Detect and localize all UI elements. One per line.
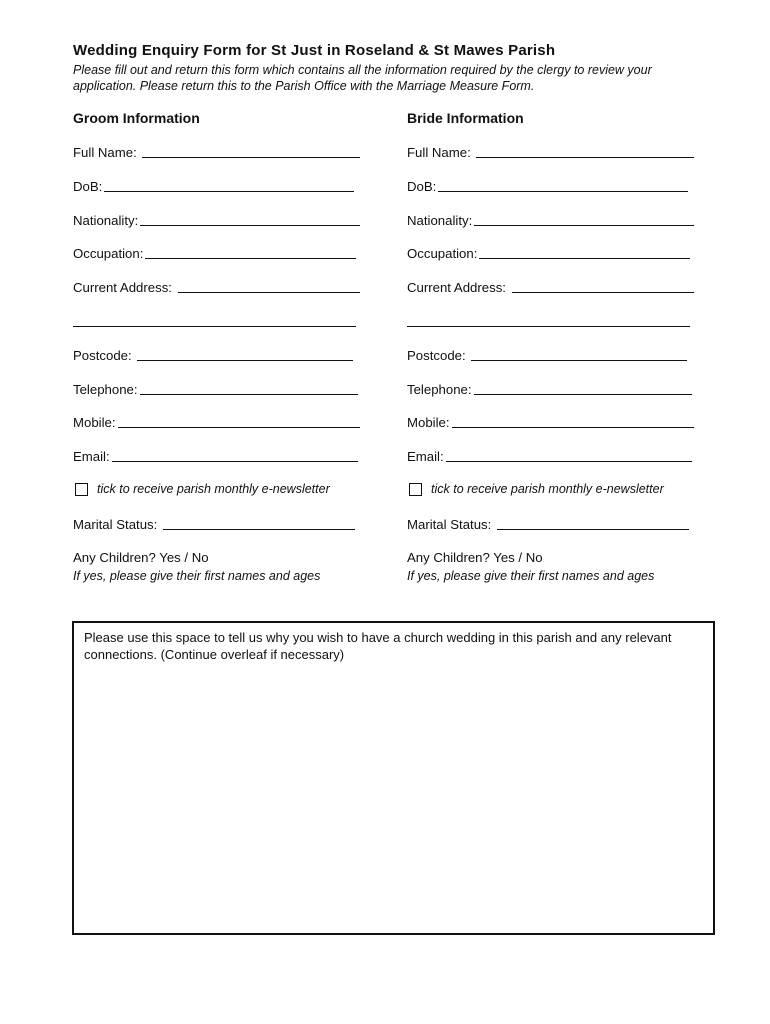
- groom-postcode-field[interactable]: [137, 360, 353, 361]
- bride-newsletter-label: tick to receive parish monthly e-newsletter: [431, 482, 664, 497]
- bride-mobile-row: [407, 413, 694, 430]
- bride-full-name-row: [407, 143, 694, 160]
- reason-prompt: Please use this space to tell us why you wish to have a church wedding in this parish and any relevant connections. (Continue overleaf if necessary): [84, 630, 672, 662]
- bride-newsletter-checkbox[interactable]: [409, 483, 422, 496]
- groom-address-line2-row: [73, 312, 360, 329]
- reason-box: [72, 621, 715, 935]
- groom-newsletter-row: [73, 481, 360, 498]
- groom-marital-status-field[interactable]: [163, 529, 355, 530]
- groom-email-label: Email:: [73, 449, 110, 465]
- groom-children-note: If yes, please give their first names and ages: [73, 568, 321, 583]
- bride-occupation-row: [407, 244, 694, 261]
- groom-telephone-row: [73, 380, 360, 397]
- bride-telephone-row: [407, 380, 694, 397]
- bride-full-name-label: Full Name:: [407, 145, 475, 160]
- bride-marital-status-field[interactable]: [497, 529, 689, 530]
- groom-marital-status-label: Marital Status:: [73, 516, 161, 532]
- groom-telephone-field[interactable]: [140, 394, 358, 395]
- groom-full-name-field[interactable]: [142, 157, 360, 158]
- bride-postcode-field[interactable]: [471, 360, 687, 361]
- bride-email-field[interactable]: [446, 461, 692, 462]
- groom-newsletter-checkbox[interactable]: [75, 483, 88, 496]
- groom-address-line2-field[interactable]: [73, 326, 356, 327]
- bride-address-field[interactable]: [512, 292, 694, 293]
- groom-postcode-label: Postcode:: [73, 347, 136, 363]
- bride-marital-status-label: Marital Status:: [407, 516, 495, 532]
- bride-address-line2-field[interactable]: [407, 326, 690, 327]
- bride-newsletter-row: [407, 481, 694, 498]
- groom-mobile-row: [73, 413, 360, 430]
- groom-occupation-row: [73, 244, 360, 261]
- groom-occupation-label: Occupation:: [73, 246, 144, 262]
- bride-nationality-row: [407, 211, 694, 228]
- bride-mobile-field[interactable]: [452, 427, 694, 428]
- groom-dob-row: [73, 177, 360, 194]
- form-title: Wedding Enquiry Form for St Just in Roseland & St Mawes Parish: [73, 42, 556, 59]
- groom-marital-status-row: [73, 515, 360, 532]
- bride-heading: Bride Information: [407, 110, 524, 126]
- bride-mobile-label: Mobile:: [407, 415, 450, 431]
- bride-dob-row: [407, 177, 694, 194]
- bride-nationality-field[interactable]: [474, 225, 694, 226]
- groom-full-name-label: Full Name:: [73, 145, 141, 160]
- bride-occupation-label: Occupation:: [407, 246, 478, 262]
- form-intro: Please fill out and return this form which contains all the information required by the clergy to review your application. Please return this to the Parish Office with the Marriage Measure Form.: [73, 63, 652, 93]
- groom-occupation-field[interactable]: [145, 258, 356, 259]
- bride-children-note: If yes, please give their first names and ages: [407, 568, 655, 583]
- bride-telephone-label: Telephone:: [407, 381, 472, 397]
- bride-children: [407, 549, 694, 585]
- groom-children: [73, 549, 360, 585]
- groom-address-row: [73, 278, 360, 295]
- bride-marital-status-row: [407, 515, 694, 532]
- bride-occupation-field[interactable]: [479, 258, 690, 259]
- groom-children-question: Any Children? Yes / No: [73, 549, 209, 565]
- groom-email-field[interactable]: [112, 461, 358, 462]
- bride-email-row: [407, 447, 694, 464]
- bride-address-label: Current Address:: [407, 280, 510, 296]
- bride-telephone-field[interactable]: [474, 394, 692, 395]
- bride-postcode-label: Postcode:: [407, 347, 470, 363]
- groom-address-label: Current Address:: [73, 280, 176, 296]
- groom-nationality-row: [73, 211, 360, 228]
- groom-heading: Groom Information: [73, 110, 200, 126]
- groom-address-field[interactable]: [178, 292, 360, 293]
- groom-email-row: [73, 447, 360, 464]
- groom-dob-field[interactable]: [104, 191, 354, 192]
- bride-children-question: Any Children? Yes / No: [407, 549, 543, 565]
- groom-postcode-row: [73, 346, 360, 363]
- groom-section: [73, 110, 360, 585]
- groom-nationality-label: Nationality:: [73, 212, 139, 228]
- groom-newsletter-label: tick to receive parish monthly e-newsletter: [97, 482, 330, 497]
- groom-mobile-label: Mobile:: [73, 415, 116, 431]
- reason-textarea[interactable]: [82, 671, 705, 925]
- groom-full-name-row: [73, 143, 360, 160]
- bride-email-label: Email:: [407, 449, 444, 465]
- groom-telephone-label: Telephone:: [73, 381, 138, 397]
- bride-postcode-row: [407, 346, 694, 363]
- bride-section: [407, 110, 694, 585]
- bride-nationality-label: Nationality:: [407, 212, 473, 228]
- bride-dob-field[interactable]: [438, 191, 688, 192]
- bride-full-name-field[interactable]: [476, 157, 694, 158]
- bride-address-line2-row: [407, 312, 694, 329]
- bride-dob-label: DoB:: [407, 178, 437, 194]
- groom-mobile-field[interactable]: [118, 427, 360, 428]
- groom-dob-label: DoB:: [73, 178, 103, 194]
- bride-address-row: [407, 278, 694, 295]
- groom-nationality-field[interactable]: [140, 225, 360, 226]
